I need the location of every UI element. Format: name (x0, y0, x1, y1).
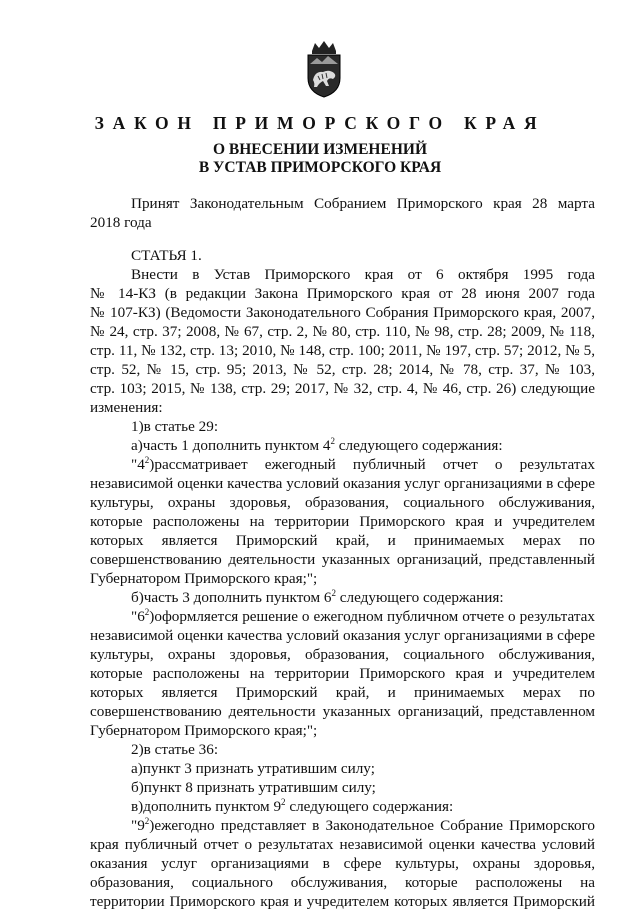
body-line: в)дополнить пунктом $9^2$ следующего содержания: (131, 797, 454, 815)
law-title: ЗАКОН ПРИМОРСКОГО КРАЯ (94, 113, 546, 133)
body-line: 1)в статье 29: (131, 418, 219, 435)
body-line: которых является Приморский край, и принимаемых мерах по (90, 532, 595, 549)
body-line: "$6^2)оформляется$ решение о ежегодном публичном отчете о результатах (131, 607, 595, 625)
body-line: совершенствованию деятельности указанных организаций, представленный (90, 551, 595, 568)
body-line: стр. 52, № 15, стр. 95; 2013, № 52, стр. 28; 2014, № 78, стр. 37, № 103, (90, 361, 595, 378)
body-line: независимой оценки качества условий оказания услуг организациями в сфере (90, 475, 595, 492)
superscript: 2 (144, 607, 150, 617)
law-subtitle-line-2: В УСТАВ ПРИМОРСКОГО КРАЯ (198, 159, 442, 176)
body-line: Внести в Устав Приморского края от 6 октября 1995 года (131, 266, 595, 283)
body-line: 2)в статье 36: (131, 741, 219, 758)
body-line: совершенствованию деятельности указанных организаций, представленном (90, 703, 595, 720)
superscript: 2 (331, 588, 336, 598)
body-line: культуры, охраны здоровья, образования, социального обслуживания, (90, 646, 595, 663)
body-line: а)пункт 3 признать утратившим силу; (131, 760, 375, 777)
body-line: которые расположены на территории Приморского края и учредителем (90, 665, 595, 682)
body-line: края публичный отчет о результатах независимой оценки качества условий (90, 836, 595, 853)
coat-of-arms-emblem (303, 40, 345, 98)
superscript: 2 (281, 797, 286, 807)
body-line: изменения: (90, 399, 163, 416)
body-line: независимой оценки качества условий оказания услуг организациями в сфере (90, 627, 595, 644)
body-line: № 24, стр. 37; 2008, № 67, стр. 2, № 80, стр. 110, № 98, стр. 28; 2009, № 118, (90, 323, 595, 340)
body-line: которых является Приморский край, и принимаемых мерах по (90, 684, 595, 701)
superscript: 2 (144, 816, 150, 826)
body-line: № 14-КЗ (в редакции Закона Приморского края от 28 июня 2007 года (90, 285, 595, 302)
body-line: территории Приморского края и учредителем которых является Приморский (90, 893, 595, 910)
superscript: 2 (144, 455, 150, 465)
body-line: оказания услуг организациями в сфере культуры, охраны здоровья, (90, 855, 595, 872)
body-line: стр. 11, № 132, стр. 13; 2010, № 148, стр. 100; 2011, № 197, стр. 57; 2012, № 5, (90, 342, 595, 359)
body-line: а)часть 1 дополнить пунктом $4^2$ следующего содержания: (131, 436, 503, 454)
body-line: "$4^2)рассматривает$ ежегодный публичный отчет о результатах (131, 455, 595, 473)
body-line: "$9^2)ежегодно$ представляет в Законодательное Собрание Приморского (131, 816, 595, 834)
body-line: № 107-КЗ) (Ведомости Законодательного Собрания Приморского края, 2007, (90, 304, 595, 321)
body-line: которые расположены на территории Приморского края и учредителем (90, 513, 595, 530)
body-line: Губернатором Приморского края;"; (90, 570, 318, 587)
body-line: стр. 103; 2015, № 138, стр. 29; 2017, № 32, стр. 4, № 46, стр. 26) следующие (90, 380, 595, 397)
adoption-statement-cont: 2018 года (90, 214, 152, 231)
adoption-statement: Принят Законодательным Собранием Приморского края 28 марта (131, 195, 595, 212)
body-line: образования, социального обслуживания, которые расположены на (90, 874, 595, 891)
body-line: культуры, охраны здоровья, образования, социального обслуживания, (90, 494, 595, 511)
body-line: Губернатором Приморского края;"; (90, 722, 318, 739)
body-line: б)пункт 8 признать утратившим силу; (131, 779, 376, 796)
article-heading: СТАТЬЯ 1. (131, 247, 202, 264)
law-subtitle-line-1: О ВНЕСЕНИИ ИЗМЕНЕНИЙ (212, 141, 427, 158)
superscript: 2 (330, 436, 335, 446)
body-line: б)часть 3 дополнить пунктом $6^2$ следующего содержания: (131, 588, 504, 606)
